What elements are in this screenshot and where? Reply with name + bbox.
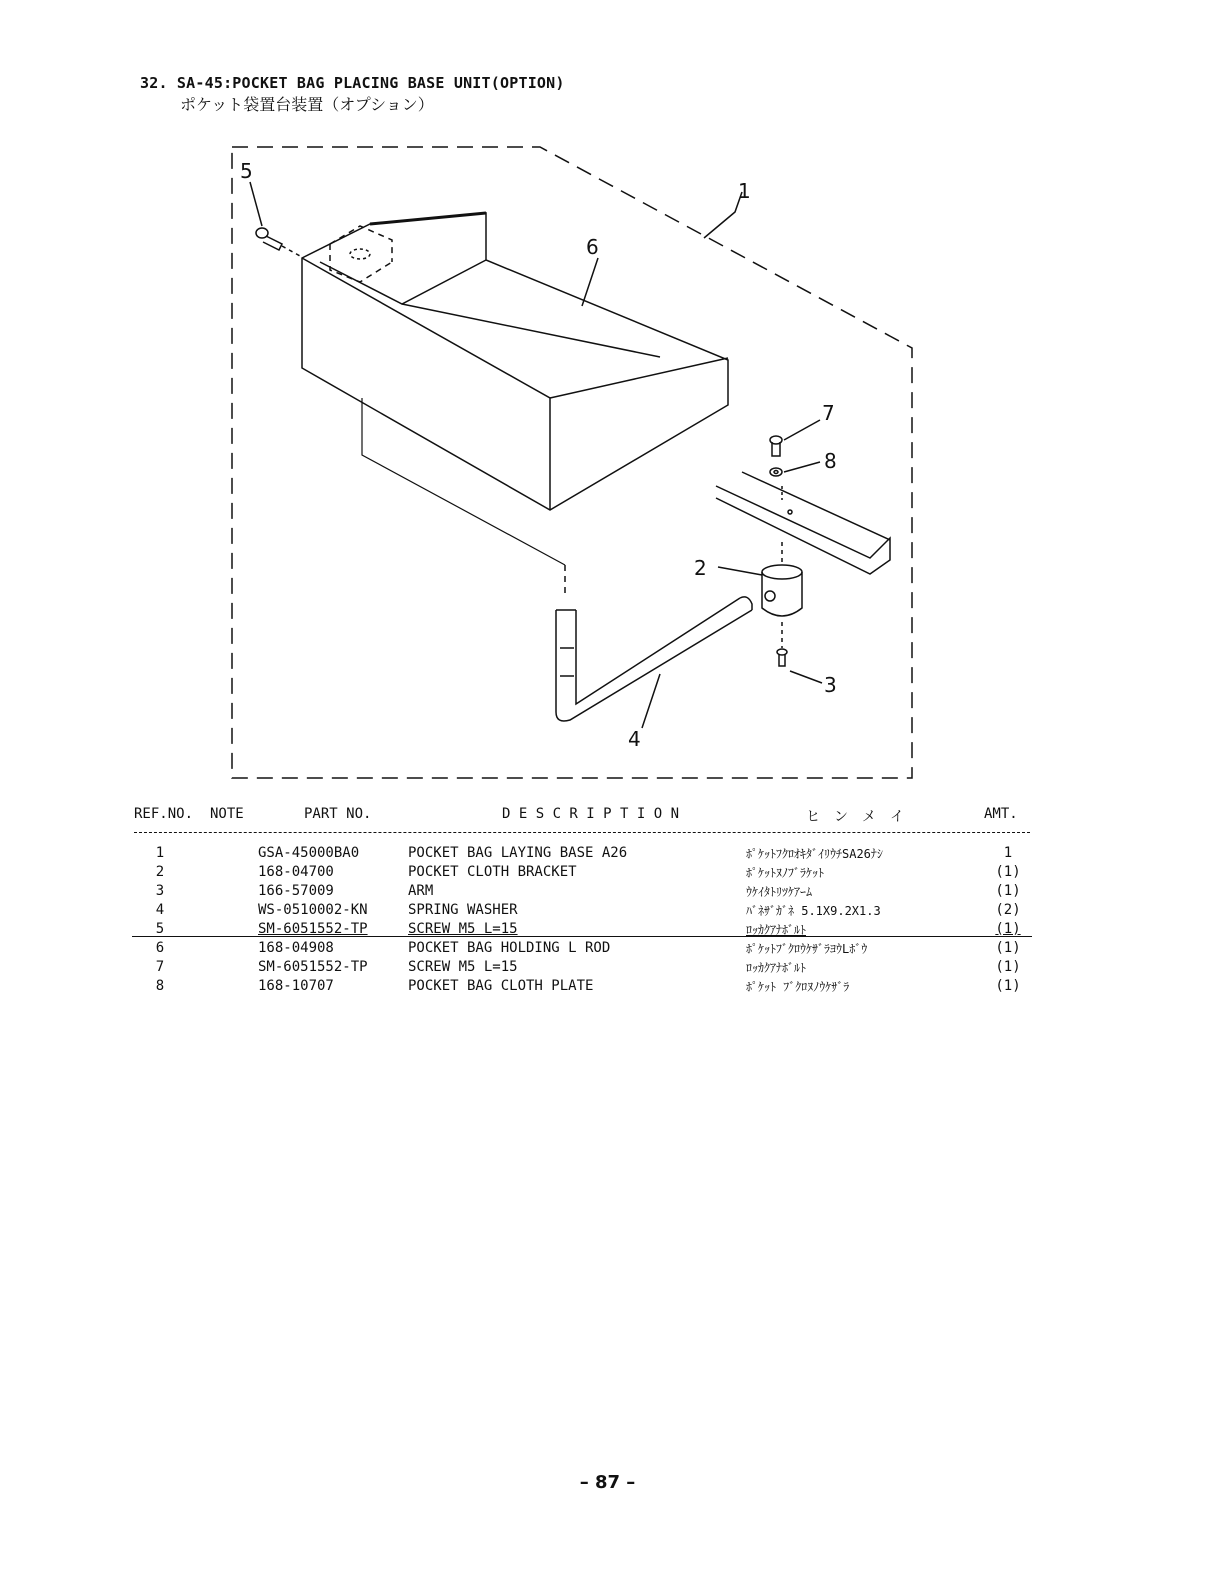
cell-ref: 2 bbox=[155, 864, 165, 880]
table-row bbox=[0, 864, 1215, 883]
header-ref: REF.NO. bbox=[134, 806, 194, 822]
table-row bbox=[0, 940, 1215, 959]
cell-desc: POCKET BAG LAYING BASE A26 bbox=[408, 845, 628, 861]
cell-part: SM-6051552-TP bbox=[258, 959, 368, 975]
table-row bbox=[0, 921, 1215, 940]
table-row bbox=[0, 978, 1215, 997]
callout-1: 1 bbox=[738, 179, 751, 203]
cell-kana: ﾊﾞﾈｻﾞｶﾞﾈ 5.1X9.2X1.3 bbox=[746, 904, 881, 918]
cell-amt: (2) bbox=[995, 902, 1021, 918]
cell-kana: ﾎﾟｹｯﾄﾌｸﾛｵｷﾀﾞｲﾘｳﾁSA26ﾅｼ bbox=[746, 847, 883, 861]
cell-ref: 1 bbox=[155, 845, 165, 861]
cell-ref: 8 bbox=[155, 978, 165, 994]
page-number: – 87 – bbox=[579, 1472, 636, 1493]
table-row bbox=[0, 959, 1215, 978]
cell-part: SM-6051552-TP bbox=[258, 921, 368, 937]
cloth-plate bbox=[716, 472, 890, 574]
cell-amt: (1) bbox=[995, 883, 1021, 899]
cell-amt: (1) bbox=[995, 978, 1021, 994]
cell-ref: 6 bbox=[155, 940, 165, 956]
cell-kana: ﾎﾟｹｯﾄﾌﾞｸﾛｳｹｻﾞﾗﾖｳLﾎﾞｳ bbox=[746, 942, 868, 956]
page-title-japanese: ポケット袋置台装置（オプション） bbox=[180, 95, 434, 114]
screw-part-5 bbox=[256, 228, 300, 256]
cell-desc: SCREW M5 L=15 bbox=[408, 921, 518, 937]
cell-desc: POCKET BAG HOLDING L ROD bbox=[408, 940, 611, 956]
cell-desc: SPRING WASHER bbox=[408, 902, 518, 918]
callout-8: 8 bbox=[824, 449, 837, 473]
cell-amt: (1) bbox=[995, 940, 1021, 956]
cell-part: GSA-45000BA0 bbox=[258, 845, 360, 861]
header-amt: AMT. bbox=[984, 806, 1018, 822]
header-divider bbox=[134, 832, 1030, 833]
l-rod-part-4 bbox=[556, 597, 752, 721]
cell-part: WS-0510002-KN bbox=[258, 902, 368, 918]
cell-ref: 4 bbox=[155, 902, 165, 918]
cell-desc: POCKET BAG CLOTH PLATE bbox=[408, 978, 594, 994]
cell-part: 168-10707 bbox=[258, 978, 334, 994]
cell-desc: POCKET CLOTH BRACKET bbox=[408, 864, 577, 880]
callout-7: 7 bbox=[822, 401, 835, 425]
bracket-part-2 bbox=[762, 542, 802, 648]
header-part: PART NO. bbox=[304, 806, 372, 822]
table-row bbox=[0, 845, 1215, 864]
cell-kana: ﾛｯｶｸｱﾅﾎﾞﾙﾄ bbox=[746, 961, 807, 975]
cell-amt: (1) bbox=[995, 921, 1021, 937]
header-description: D E S C R I P T I O N bbox=[502, 806, 680, 822]
strike-line bbox=[132, 936, 1032, 937]
cell-kana: ﾎﾟｹｯﾄ ﾌﾞｸﾛﾇﾉｳｹｻﾞﾗ bbox=[746, 980, 850, 994]
cell-ref: 7 bbox=[155, 959, 165, 975]
table-row bbox=[0, 883, 1215, 902]
cell-part: 168-04908 bbox=[258, 940, 334, 956]
callout-5: 5 bbox=[240, 159, 253, 183]
table-row bbox=[0, 902, 1215, 921]
header-kana: ヒ ン メ イ bbox=[806, 809, 904, 825]
cell-desc: SCREW M5 L=15 bbox=[408, 959, 518, 975]
callout-2: 2 bbox=[694, 556, 707, 580]
cell-desc: ARM bbox=[408, 883, 434, 899]
callout-6: 6 bbox=[586, 235, 599, 259]
callout-3: 3 bbox=[824, 673, 837, 697]
screw-part-7 bbox=[770, 436, 782, 456]
tray-part-6 bbox=[302, 213, 728, 510]
cell-kana: ﾛｯｶｸｱﾅﾎﾞﾙﾄ bbox=[746, 923, 807, 937]
cell-part: 168-04700 bbox=[258, 864, 334, 880]
cell-ref: 3 bbox=[155, 883, 165, 899]
screw-part-3 bbox=[777, 649, 787, 666]
cell-amt: (1) bbox=[995, 864, 1021, 880]
page-title: 32. SA-45:POCKET BAG PLACING BASE UNIT(OPTION) bbox=[140, 74, 565, 92]
cell-kana: ｳｹｲﾀﾄﾘﾂｹｱｰﾑ bbox=[746, 885, 813, 899]
header-note: NOTE bbox=[210, 806, 244, 822]
cell-kana: ﾎﾟｹｯﾄﾇﾉﾌﾞﾗｹｯﾄ bbox=[746, 866, 825, 880]
cell-amt: (1) bbox=[995, 959, 1021, 975]
washer-part-8 bbox=[770, 468, 782, 476]
cell-amt: 1 bbox=[1003, 845, 1013, 861]
cell-ref: 5 bbox=[155, 921, 165, 937]
callout-4: 4 bbox=[628, 727, 641, 751]
cell-part: 166-57009 bbox=[258, 883, 334, 899]
